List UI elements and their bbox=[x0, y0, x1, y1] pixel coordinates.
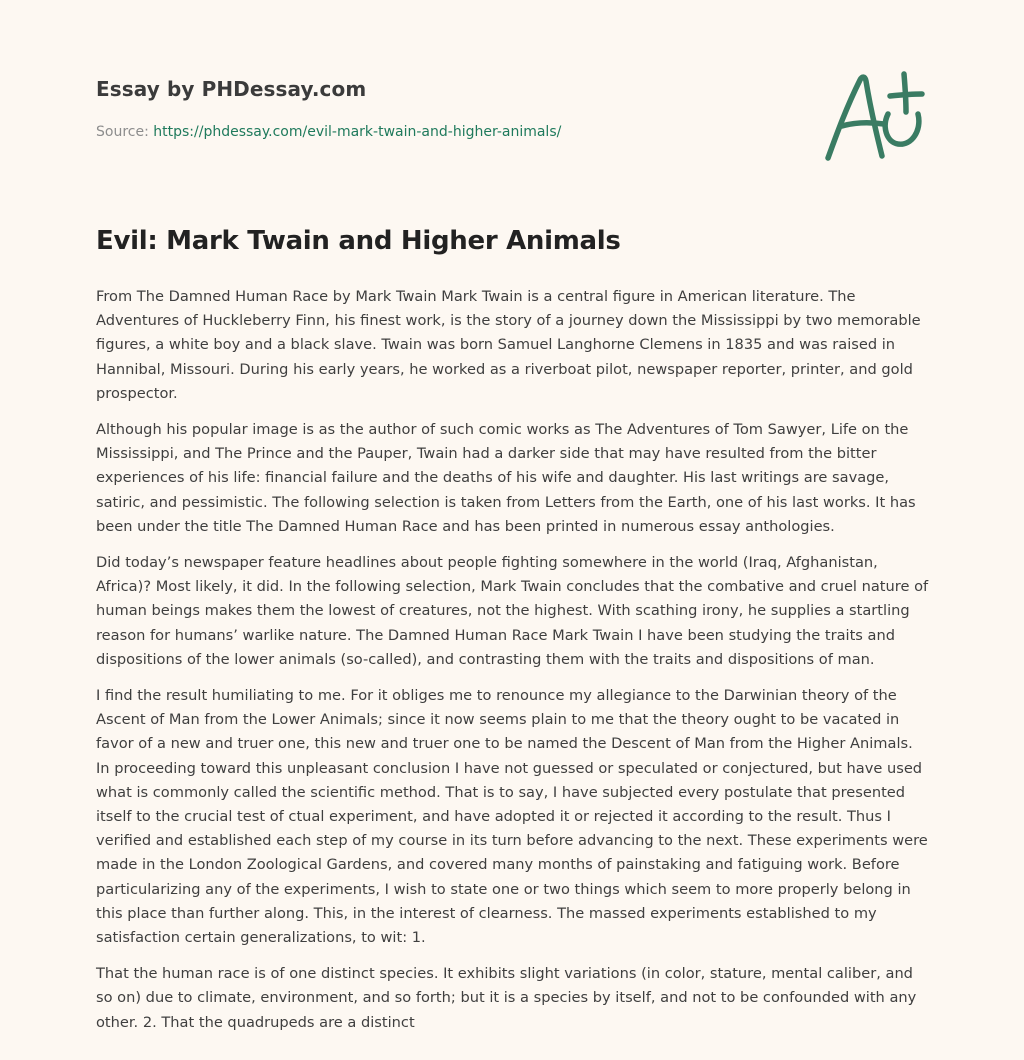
a-plus-grade-icon bbox=[822, 66, 928, 166]
source-link[interactable]: https://phdessay.com/evil-mark-twain-and-higher-animals/ bbox=[153, 124, 562, 140]
essay-paragraph: I find the result humiliating to me. For it obliges me to renounce my allegiance to the Darwinian theory of the Ascent of Man from the Lower Animals; since it now seems plain to me that the theory ought to be vacated in favor of a new and truer one, this new and truer one to be named the Descent of Man from the Higher Animals. In proceeding toward this unpleasant conclusion I have not guessed or speculated or conjectured, but have used what is commonly called the scientific method. That is to say, I have subjected every postulate that presented itself to the crucial test of ctual experiment, and have adopted it or rejected it according to the result. Thus I verified and established each step of my course in its turn before advancing to the next. These experiments were made in the London Zoological Gardens, and covered many months of painstaking and fatiguing work. Before particularizing any of the experiments, I wish to state one or two things which seem to more properly belong in this place than further along. This, in the interest of clearness. The massed experiments established to my satisfaction certain generalizations, to wit: 1. bbox=[96, 687, 928, 947]
essay-body bbox=[96, 285, 930, 1047]
essay-paragraph: Although his popular image is as the author of such comic works as The Adventures of Tom Sawyer, Life on the Mississippi, and The Prince and the Pauper, Twain had a darker side that may have resulted from the bitter experiences of his life: financial failure and the deaths of his wife and daughter. His last writings are savage, satiric, and pessimistic. The following selection is taken from Letters from the Earth, one of his last works. It has been under the title The Damned Human Race and has been printed in numerous essay anthologies. bbox=[96, 421, 916, 535]
site-title: Essay by PHDessay.com bbox=[96, 77, 367, 101]
essay-paragraph: That the human race is of one distinct species. It exhibits slight variations (in color, stature, mental caliber, and so on) due to climate, environment, and so forth; but it is a species by itself, and not to be confounded with any other. 2. That the quadrupeds are a distinct bbox=[96, 965, 917, 1031]
essay-paragraph: Did today’s newspaper feature headlines about people fighting somewhere in the world (Iraq, Afghanistan, Africa)? Most likely, it did. In the following selection, Mark Twain concludes that the combative and cruel nature of human beings makes them the lowest of creatures, not the highest. With scathing irony, he supplies a startling reason for humans’ warlike nature. The Damned Human Race Mark Twain I have been studying the traits and dispositions of the lower animals (so-called), and contrasting them with the traits and dispositions of man. bbox=[96, 554, 929, 668]
source-label: Source: bbox=[96, 124, 154, 140]
essay-paragraph: From The Damned Human Race by Mark Twain Mark Twain is a central figure in American literature. The Adventures of Huckleberry Finn, his finest work, is the story of a journey down the Mississippi by two memorable figures, a white boy and a black slave. Twain was born Samuel Langhorne Clemens in 1835 and was raised in Hannibal, Missouri. During his early years, he worked as a riverboat pilot, newspaper reporter, printer, and gold prospector. bbox=[96, 288, 921, 402]
essay-title: Evil: Mark Twain and Higher Animals bbox=[96, 226, 621, 256]
source-line bbox=[96, 124, 561, 140]
